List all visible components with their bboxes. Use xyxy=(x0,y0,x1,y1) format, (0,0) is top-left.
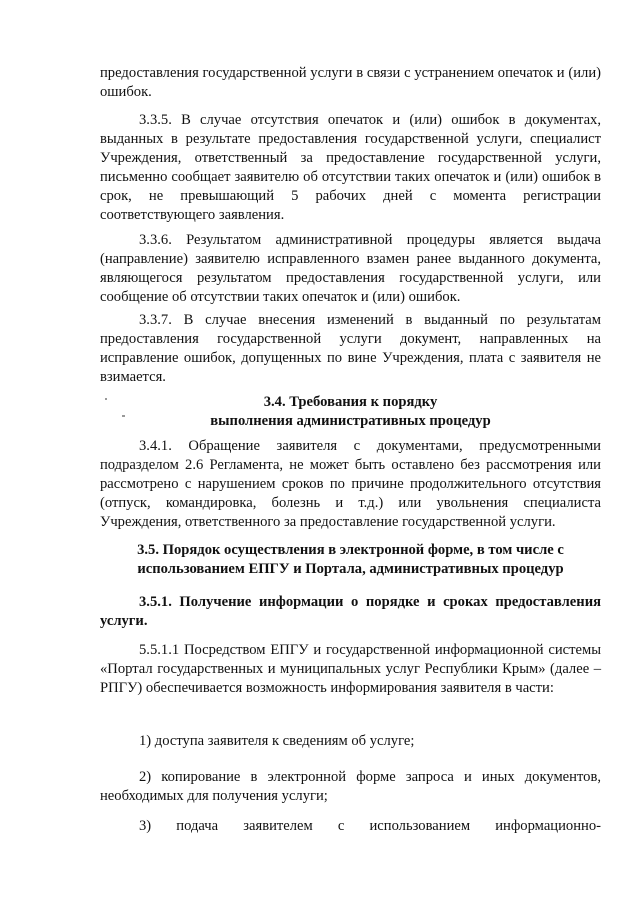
list-item-2: 2) копирование в электронной форме запроса и иных документов, необходимых для получения услуги; xyxy=(100,769,601,804)
paragraph-3-3-5: 3.3.5. В случае отсутствия опечаток и (или) ошибок в документах, выданных в результате предоставления государственной услуги, специалист Учреждения, ответственный за предоставление государственной услуги, письменно сообщает заявителю об отсутствии таких опечаток и (или) ошибок в срок, не превышающий 5 рабочих дней с момента регистрации соответствующего заявления. xyxy=(100,112,601,223)
list-item-1: 1) доступа заявителя к сведениям об услуге; xyxy=(139,733,415,749)
list-item-3: 3) подача заявителем с использованием информационно- xyxy=(139,818,601,834)
heading-3-5-1: 3.5.1. Получение информации о порядке и сроках предоставления услуги. xyxy=(100,594,601,629)
heading-3-5 xyxy=(100,541,601,579)
heading-3-5-line-2: использованием ЕПГУ и Портала, административных процедур xyxy=(137,561,564,577)
heading-3-4-line-1: 3.4. Требования к порядку xyxy=(263,394,438,410)
heading-3-4-line-2: выполнения административных процедур xyxy=(210,413,491,429)
paragraph-continuation: предоставления государственной услуги в связи с устранением опечаток и (или) ошибок. xyxy=(100,65,601,100)
paragraph-3-3-7: 3.3.7. В случае внесения изменений в выданный по результатам предоставления государственной услуги документ, направленных на исправление ошибок, допущенных по вине Учреждения, плата с заявителя не взимается. xyxy=(100,312,601,385)
paragraph-3-3-6: 3.3.6. Результатом административной процедуры является выдача (направление) заявителю исправленного взамен ранее выданного документа, являющегося результатом предоставления государственной услуги, или сообщение об отсутствии таких опечаток и (или) ошибок. xyxy=(100,232,601,305)
heading-3-5-line-1: 3.5. Порядок осуществления в электронной форме, в том числе с xyxy=(137,542,564,558)
heading-3-4 xyxy=(100,393,601,431)
paragraph-5-5-1-1: 5.5.1.1 Посредством ЕПГУ и государственной информационной системы «Портал государственных и муниципальных услуг Республики Крым» (далее – РПГУ) обеспечивается возможность информирования заявителя в части: xyxy=(100,642,601,696)
paragraph-3-4-1: 3.4.1. Обращение заявителя с документами, предусмотренными подразделом 2.6 Регламента, не может быть оставлено без рассмотрения или рассмотрено с нарушением сроков по причине продолжительного отсутствия (отпуск, командировка, болезнь и т.д.) или увольнения специалиста Учреждения, ответственного за предоставление государственной услуги. xyxy=(100,438,601,530)
